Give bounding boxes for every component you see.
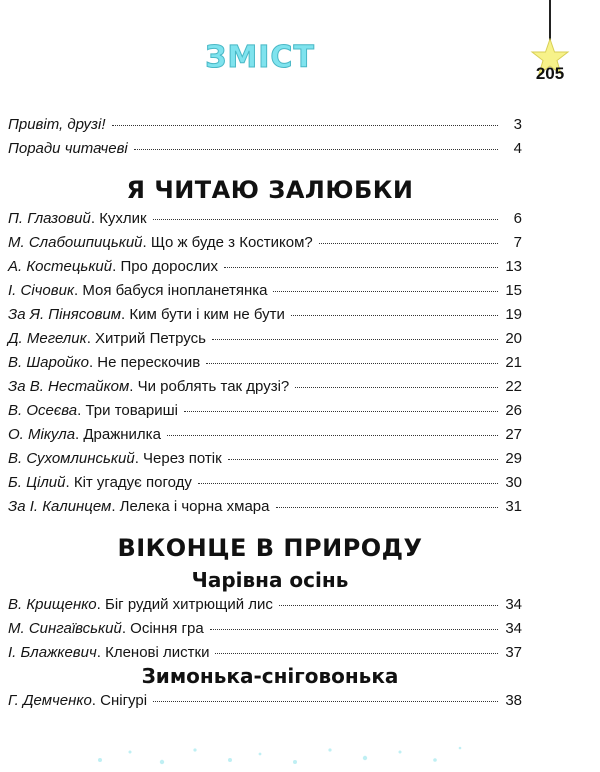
entry-title: Лелека і чорна хмара <box>119 498 270 515</box>
entry-title: Моя бабуся інопланетянка <box>82 282 268 299</box>
toc-entry[interactable]: За Я. Пінясовим . Ким бути і ким не бути 19 <box>8 306 522 323</box>
entry-author: В. Осеєва <box>8 402 78 419</box>
entry-author: Д. Мегелик <box>8 330 87 347</box>
toc-entry[interactable]: За В. Нестайком . Чи роблять так друзі? 22 <box>8 378 522 395</box>
toc-entry[interactable]: Д. Мегелик . Хитрий Петрусь 20 <box>8 330 522 347</box>
toc-entry[interactable]: В. Осеєва . Три товариші 26 <box>8 402 522 419</box>
toc-entry[interactable]: В. Шаройко . Не перескочив 21 <box>8 354 522 371</box>
entry-title: Що ж буде з Костиком? <box>150 234 313 251</box>
dot-leader <box>212 339 498 340</box>
entry-page: 19 <box>505 306 522 323</box>
entry-page: 21 <box>505 354 522 371</box>
toc-entry[interactable]: І. Січовик . Моя бабуся інопланетянка 15 <box>8 282 522 299</box>
section-heading: ВІКОНЦЕ В ПРИРОДУ <box>117 534 423 562</box>
dot-leader <box>206 363 498 364</box>
dot-leader <box>184 411 498 412</box>
entry-title: Привіт, друзі! <box>8 116 106 133</box>
dot-leader <box>167 435 498 436</box>
dot-leader <box>273 291 498 292</box>
entry-title: Снігурі <box>100 692 148 709</box>
entry-title: Про дорослих <box>120 258 218 275</box>
dot-leader <box>228 459 498 460</box>
entry-page: 3 <box>513 116 522 133</box>
entry-page: 6 <box>513 210 522 227</box>
entry-page: 26 <box>505 402 522 419</box>
entry-author: В. Сухомлинський <box>8 450 135 467</box>
entry-author: В. Шаройко <box>8 354 89 371</box>
entry-author: А. Костецький <box>8 258 113 275</box>
entry-author: М. Сингаївський <box>8 620 122 637</box>
toc-entry[interactable] <box>8 140 522 162</box>
dot-leader <box>134 149 498 150</box>
entry-page: 7 <box>513 234 522 251</box>
page-number: 205 <box>535 64 565 83</box>
page-title: ЗМІСТ <box>205 40 315 75</box>
dot-leader <box>291 315 498 316</box>
sparkle-decoration <box>90 738 470 768</box>
dot-leader <box>198 483 498 484</box>
entry-author: В. Крищенко <box>8 596 97 613</box>
toc-entry[interactable]: О. Мікула . Дражнилка 27 <box>8 426 522 443</box>
entry-author: Б. Цілий <box>8 474 66 491</box>
toc-entry[interactable]: В. Сухомлинський . Через потік 29 <box>8 450 522 467</box>
dot-leader <box>224 267 498 268</box>
entry-author: П. Глазовий <box>8 210 91 227</box>
dot-leader <box>153 219 498 220</box>
entry-title: Ким бути і ким не бути <box>129 306 285 323</box>
entry-title: Дражнилка <box>83 426 161 443</box>
toc-entry[interactable]: П. Глазовий . Кухлик 6 <box>8 210 522 227</box>
dot-leader <box>295 387 498 388</box>
entry-page: 29 <box>505 450 522 467</box>
entry-author: І. Блажкевич <box>8 644 97 661</box>
entry-title: Хитрий Петрусь <box>95 330 206 347</box>
entry-author: І. Січовик <box>8 282 75 299</box>
entry-page: 13 <box>505 258 522 275</box>
entry-page: 22 <box>505 378 522 395</box>
entry-page: 34 <box>505 596 522 613</box>
entry-title: Не перескочив <box>97 354 201 371</box>
entry-page: 30 <box>505 474 522 491</box>
entry-page: 31 <box>505 498 522 515</box>
entry-author: Г. Демченко <box>8 692 92 709</box>
entry-title: Кленові листки <box>105 644 210 661</box>
subsection-heading: Чарівна осінь <box>191 568 349 592</box>
entry-title: Через потік <box>143 450 222 467</box>
entry-title: Три товариші <box>85 402 178 419</box>
subsection-heading: Зимонька-сніговонька <box>141 664 399 688</box>
entry-author: За В. Нестайком <box>8 378 130 395</box>
entry-author: М. Слабошпицький <box>8 234 143 251</box>
dot-leader <box>215 653 498 654</box>
dot-leader <box>210 629 498 630</box>
entry-title: Кіт угадує погоду <box>73 474 192 491</box>
entry-page: 38 <box>505 692 522 709</box>
entry-title: Поради читачеві <box>8 140 128 157</box>
entry-title: Біг рудий хитрющий лис <box>105 596 273 613</box>
section-heading: Я ЧИТАЮ ЗАЛЮБКИ <box>126 176 414 204</box>
entry-page: 4 <box>513 140 522 157</box>
toc-entry[interactable]: М. Сингаївський . Осіння гра 34 <box>8 620 522 637</box>
toc-entry[interactable]: М. Слабошпицький . Що ж буде з Костиком? 7 <box>8 234 522 251</box>
entry-author: О. Мікула <box>8 426 76 443</box>
entry-title: Осіння гра <box>130 620 204 637</box>
entry-page: 27 <box>505 426 522 443</box>
dot-leader <box>153 701 498 702</box>
toc-entry[interactable]: А. Костецький . Про дорослих 13 <box>8 258 522 275</box>
dot-leader <box>319 243 498 244</box>
toc-entry[interactable]: І. Блажкевич . Кленові листки 37 <box>8 644 522 661</box>
dot-leader <box>279 605 498 606</box>
toc-entry[interactable] <box>8 116 522 138</box>
toc-entry[interactable]: За І. Калинцем . Лелека і чорна хмара 31 <box>8 498 522 515</box>
entry-page: 20 <box>505 330 522 347</box>
toc-entry[interactable]: Г. Демченко . Снігурі 38 <box>8 692 522 709</box>
entry-title: Чи роблять так друзі? <box>137 378 290 395</box>
entry-page: 34 <box>505 620 522 637</box>
entry-author: За І. Калинцем <box>8 498 112 515</box>
entry-author: За Я. Пінясовим <box>8 306 122 323</box>
entry-page: 37 <box>505 644 522 661</box>
toc-entry[interactable]: В. Крищенко . Біг рудий хитрющий лис 34 <box>8 596 522 613</box>
dot-leader <box>112 125 499 126</box>
entry-page: 15 <box>505 282 522 299</box>
entry-title: Кухлик <box>99 210 147 227</box>
toc-entry[interactable]: Б. Цілий . Кіт угадує погоду 30 <box>8 474 522 491</box>
dot-leader <box>276 507 499 508</box>
